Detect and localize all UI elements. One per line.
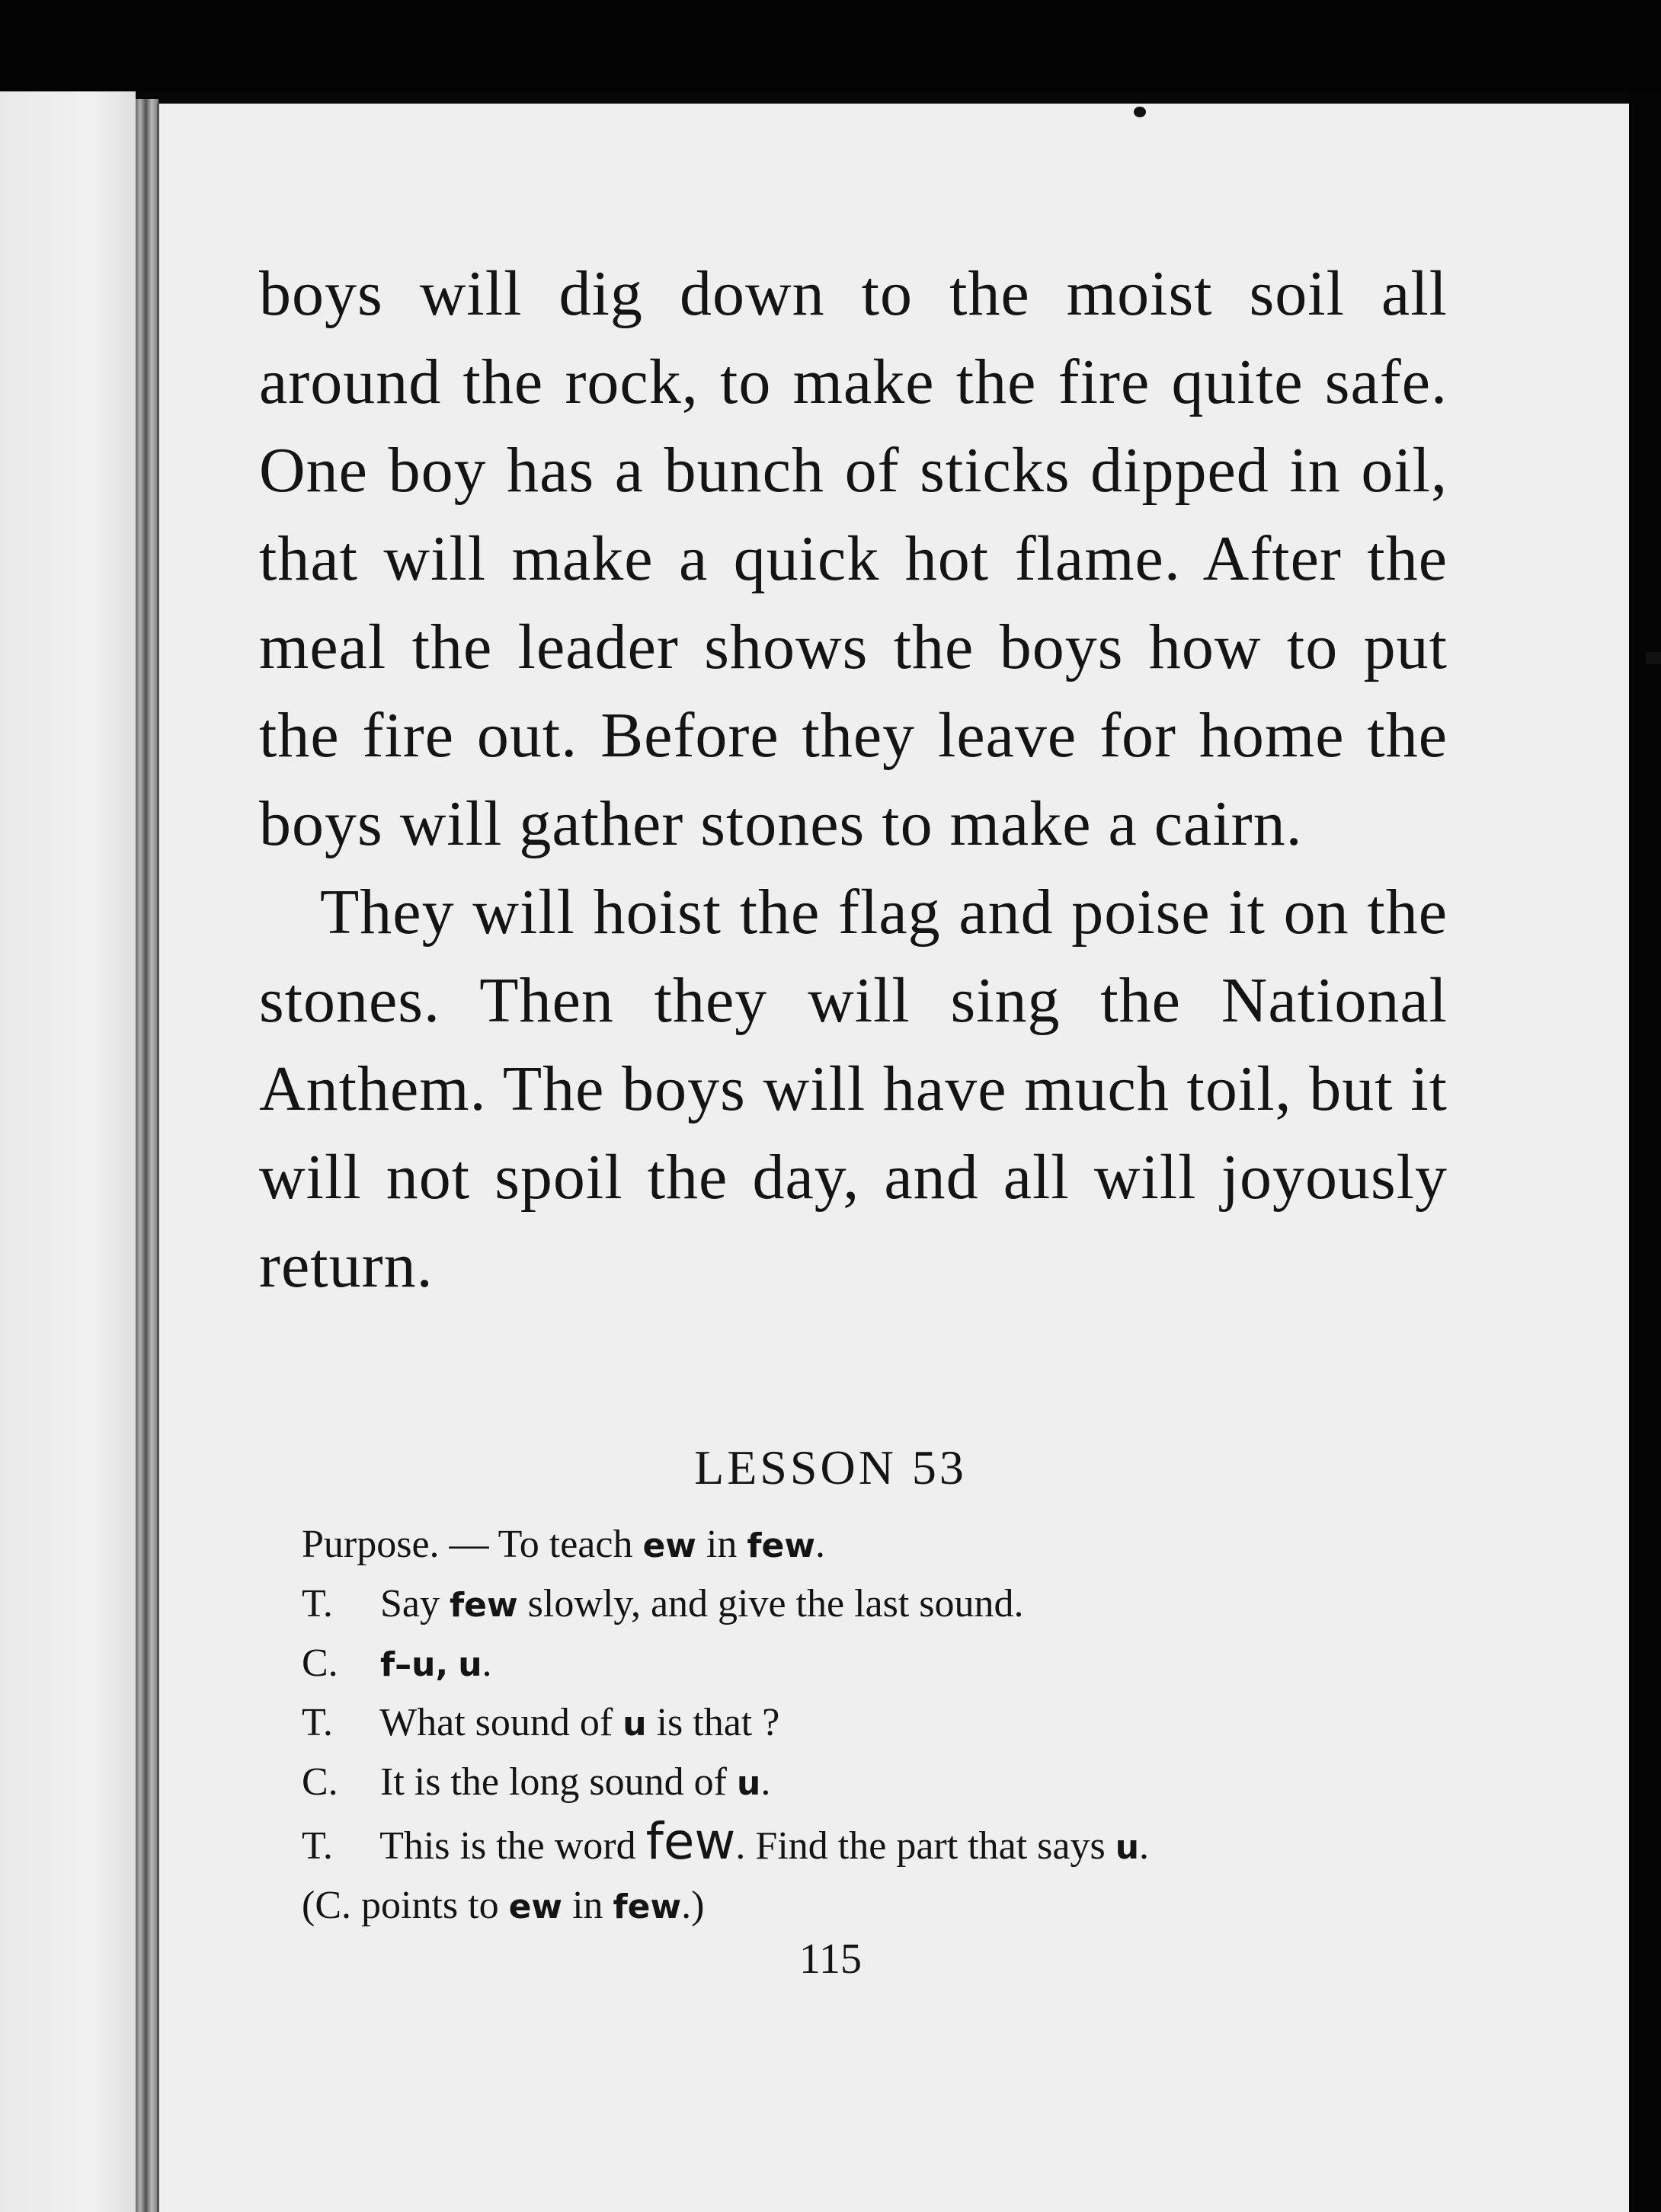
dialog-text: slowly, and give the last sound.	[527, 1582, 1024, 1625]
dialog-text: .	[482, 1641, 492, 1685]
purpose-in: in	[706, 1523, 738, 1566]
book-spine	[136, 99, 158, 2212]
dialog-line	[302, 1877, 1429, 1936]
body-text	[259, 250, 1448, 1310]
lesson-dialog	[302, 1516, 1429, 1936]
dialog-line	[302, 1635, 1429, 1694]
dialog-text: .	[1139, 1824, 1150, 1868]
dialog-line	[302, 1575, 1429, 1635]
dialog-line	[302, 1694, 1429, 1753]
speaker: T.	[302, 1701, 333, 1744]
dialog-keyword: f–u,	[380, 1645, 449, 1684]
speaker: T.	[302, 1824, 333, 1868]
dialog-line	[302, 1753, 1429, 1813]
dialog-text: in	[572, 1884, 603, 1927]
dialog-keyword: few	[450, 1586, 518, 1625]
lesson-heading: LESSON 53	[694, 1440, 967, 1494]
dialog-text: .)	[681, 1884, 705, 1927]
dialog-text: (C. points to	[302, 1884, 499, 1927]
dialog-text: is that ?	[656, 1701, 780, 1744]
dialog-text: It is the long sound of	[380, 1760, 727, 1804]
scan-border-right	[1629, 91, 1661, 2212]
purpose-word: few	[747, 1526, 816, 1565]
dialog-display-word: few	[645, 1812, 736, 1871]
dialog-text: Say	[380, 1582, 440, 1625]
facing-page-edge	[0, 91, 136, 2212]
scan-border-top	[0, 0, 1661, 91]
page-number: 115	[799, 1936, 862, 1983]
purpose-keyword: ew	[642, 1526, 696, 1565]
dialog-keyword: u	[458, 1645, 482, 1684]
dialog-text: .	[760, 1760, 771, 1804]
purpose-label: Purpose. —	[302, 1523, 489, 1566]
paragraph-1: boys will dig down to the moist soil all around the rock, to make the fire quite safe. One boy has a bunch of sticks dipped in oil, that will make a quick hot flame. After the meal the leader shows the boys how to put the fire out. Before they leave for home the boys will gather stones to make a cairn.	[259, 258, 1448, 859]
dialog-line	[302, 1813, 1429, 1877]
purpose-line	[302, 1516, 1429, 1575]
dialog-text: . Find the part that says	[735, 1824, 1106, 1868]
dialog-keyword: u	[736, 1764, 761, 1803]
scan-speck	[1134, 107, 1146, 117]
dialog-text: This is the word	[379, 1824, 636, 1868]
dialog-keyword: few	[613, 1888, 682, 1926]
purpose-end: .	[815, 1523, 826, 1566]
speaker: C.	[302, 1641, 338, 1685]
purpose-text: To teach	[498, 1523, 633, 1566]
speaker: T.	[302, 1582, 333, 1625]
paragraph-2: They will hoist the flag and poise it on the stones. Then they will sing the National Anthem. The boys will have much toil, but it will not spoil the day, and all will joyously return.	[259, 877, 1448, 1301]
scan-speck	[1646, 652, 1661, 664]
speaker: C.	[302, 1760, 338, 1804]
dialog-keyword: ew	[508, 1888, 563, 1926]
dialog-keyword: u	[622, 1705, 647, 1744]
dialog-keyword: u	[1115, 1828, 1140, 1867]
dialog-text: What sound of	[379, 1701, 613, 1744]
